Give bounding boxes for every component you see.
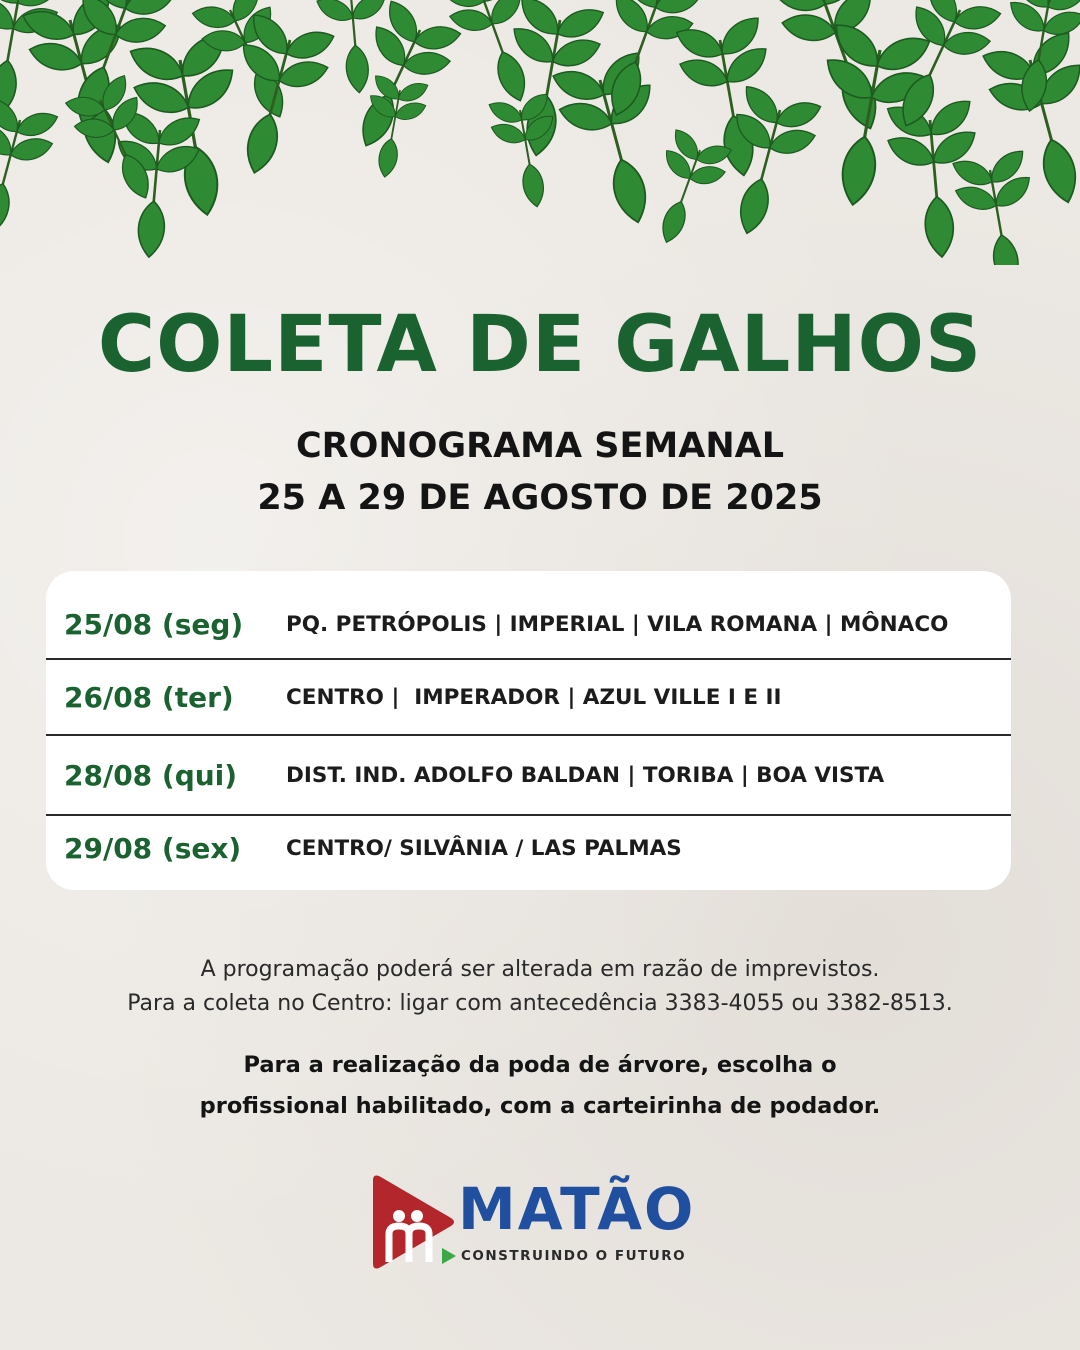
leaf-sprig <box>667 7 792 184</box>
pruning-advice-line-2: profissional habilitado, com a carteirinha de podador. <box>199 1093 881 1119</box>
schedule-day: 29/08 (sex) <box>64 831 242 865</box>
logo-tagline: CONSTRUINDO O FUTURO <box>461 1248 687 1264</box>
page-title: COLETA DE GALHOS <box>97 300 983 390</box>
logo-wordmark: MATÃO <box>458 1175 696 1243</box>
matao-logo <box>365 1172 725 1277</box>
schedule-dates: 25 A 29 DE AGOSTO DE 2025 <box>257 478 823 518</box>
leaf-sprig <box>0 89 66 245</box>
schedule-subtitle: CRONOGRAMA SEMANAL <box>295 426 785 466</box>
pruning-advice-line-1: Para a realização da poda de árvore, escolha o <box>243 1052 837 1078</box>
contact-note: Para a coleta no Centro: ligar com antecedência 3383-4055 ou 3382-8513. <box>127 991 953 1016</box>
leaf-sprig <box>482 87 572 213</box>
schedule-row <box>46 736 1011 814</box>
leaf-sprig <box>633 122 739 255</box>
schedule-change-note: A programação poderá ser alterada em razão de imprevistos. <box>200 957 880 982</box>
schedule-table <box>46 571 1011 890</box>
schedule-row <box>46 660 1011 734</box>
leaf-sprig <box>324 0 471 165</box>
schedule-day: 28/08 (qui) <box>64 758 238 792</box>
schedule-day: 26/08 (ter) <box>64 680 234 714</box>
schedule-neighborhoods: CENTRO/ SILVÂNIA / LAS PALMAS <box>286 835 682 861</box>
schedule-day: 25/08 (seg) <box>64 607 244 641</box>
schedule-row <box>46 589 1011 659</box>
foliage-decoration <box>0 0 1080 265</box>
leaf-sprig <box>542 41 689 236</box>
schedule-row <box>46 816 1011 880</box>
leaf-sprig <box>945 142 1053 265</box>
play-arrow-icon <box>442 1248 456 1264</box>
schedule-neighborhoods: PQ. PETRÓPOLIS | IMPERIAL | VILA ROMANA | MÔNACO <box>286 611 949 637</box>
schedule-neighborhoods: DIST. IND. ADOLFO BALDAN | TORIBA | BOA VISTA <box>286 762 885 788</box>
schedule-neighborhoods: CENTRO | IMPERADOR | AZUL VILLE I E II <box>286 684 782 710</box>
